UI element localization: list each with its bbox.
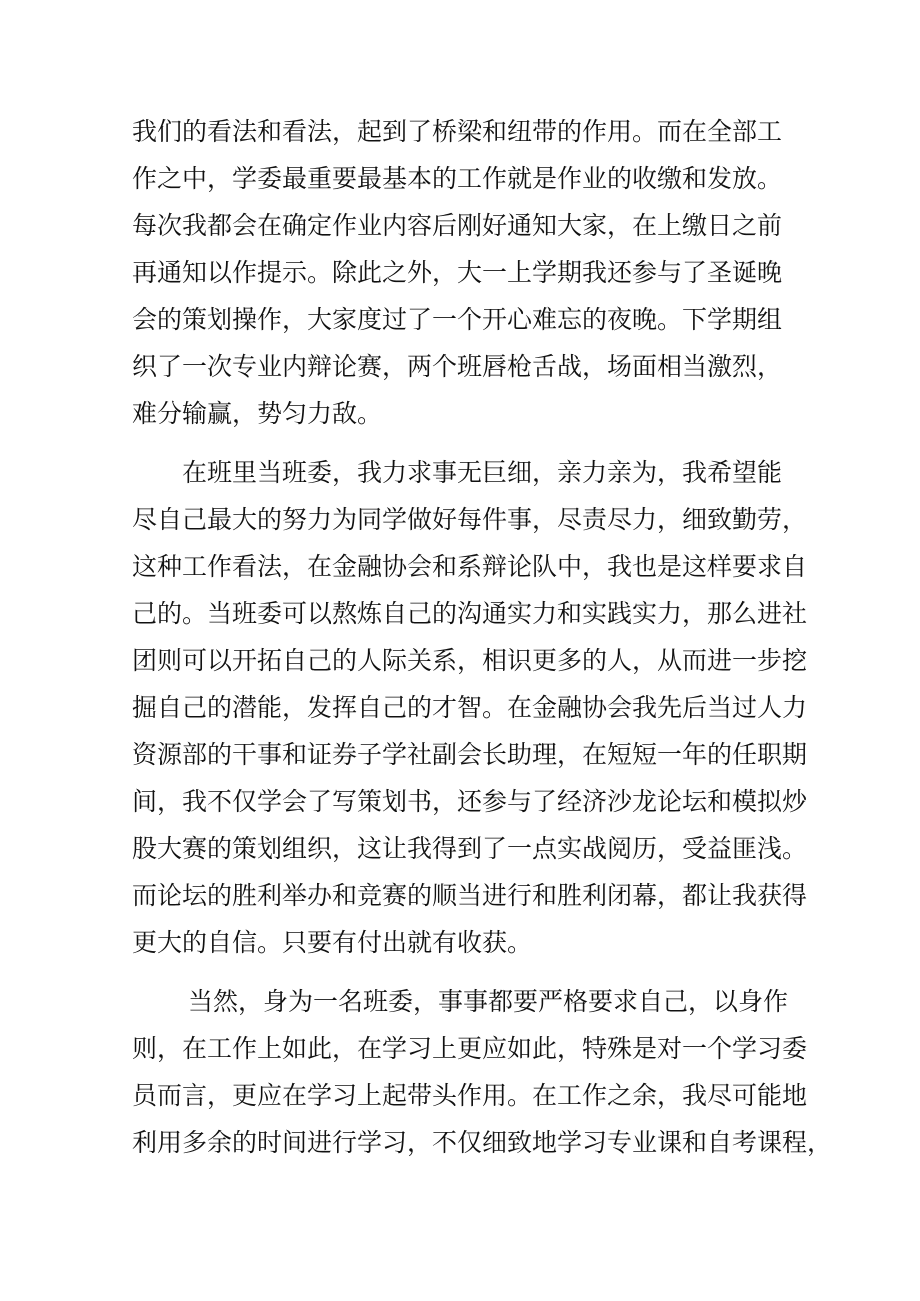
paragraph-1 [132,108,804,437]
text-line: 每次我都会在确定作业内容后刚好通知大家，在上缴日之前 [132,211,783,240]
text-line: 当然，身为一名班委，事事都要严格要求自己，以身作 [188,987,789,1016]
text-line: 员而言，更应在学习上起带头作用。在工作之余，我尽可能地 [132,1081,808,1110]
text-line: 这种工作看法，在金融协会和系辩论队中，我也是这样要求自 [132,552,808,581]
text-line: 在班里当班委，我力求事无巨细，亲力亲为，我希望能 [182,458,783,487]
text-line: 间，我不仅学会了写策划书，还参与了经济沙龙论坛和模拟炒 [132,787,808,816]
text-line: 己的。当班委可以熬炼自己的沟通实力和实践实力，那么进社 [132,599,808,628]
text-line: 作之中，学委最重要最基本的工作就是作业的收缴和发放。 [132,164,783,193]
paragraph-3 [132,978,833,1166]
text-line: 难分输赢，势匀力敌。 [132,399,383,428]
text-line: 织了一次专业内辩论赛，两个班唇枪舌战，场面相当激烈， [132,352,783,381]
paragraph-gap [132,437,804,449]
text-line: 会的策划操作，大家度过了一个开心难忘的夜晚。下学期组 [132,305,783,334]
text-line: 更大的自信。只要有付出就有收获。 [132,928,533,957]
paragraph-gap [132,966,804,978]
text-line: 则，在工作上如此，在学习上更应如此，特殊是对一个学习委 [132,1034,808,1063]
paragraph-2 [132,449,808,966]
text-line: 利用多余的时间进行学习，不仅细致地学习专业课和自考课程， [132,1128,833,1157]
text-line: 尽自己最大的努力为同学做好每件事，尽责尽力，细致勤劳， [132,505,808,534]
document-body [132,108,833,1166]
text-line: 掘自己的潜能，发挥自己的才智。在金融协会我先后当过人力 [132,693,808,722]
text-line: 而论坛的胜利举办和竞赛的顺当进行和胜利闭幕，都让我获得 [132,881,808,910]
text-line: 我们的看法和看法，起到了桥梁和纽带的作用。而在全部工 [132,117,783,146]
text-line: 团则可以开拓自己的人际关系，相识更多的人，从而进一步挖 [132,646,808,675]
text-line: 股大赛的策划组织，这让我得到了一点实战阅历，受益匪浅。 [132,834,808,863]
text-line: 资源部的干事和证券子学社副会长助理，在短短一年的任职期 [132,740,808,769]
text-line: 再通知以作提示。除此之外，大一上学期我还参与了圣诞晚 [132,258,783,287]
